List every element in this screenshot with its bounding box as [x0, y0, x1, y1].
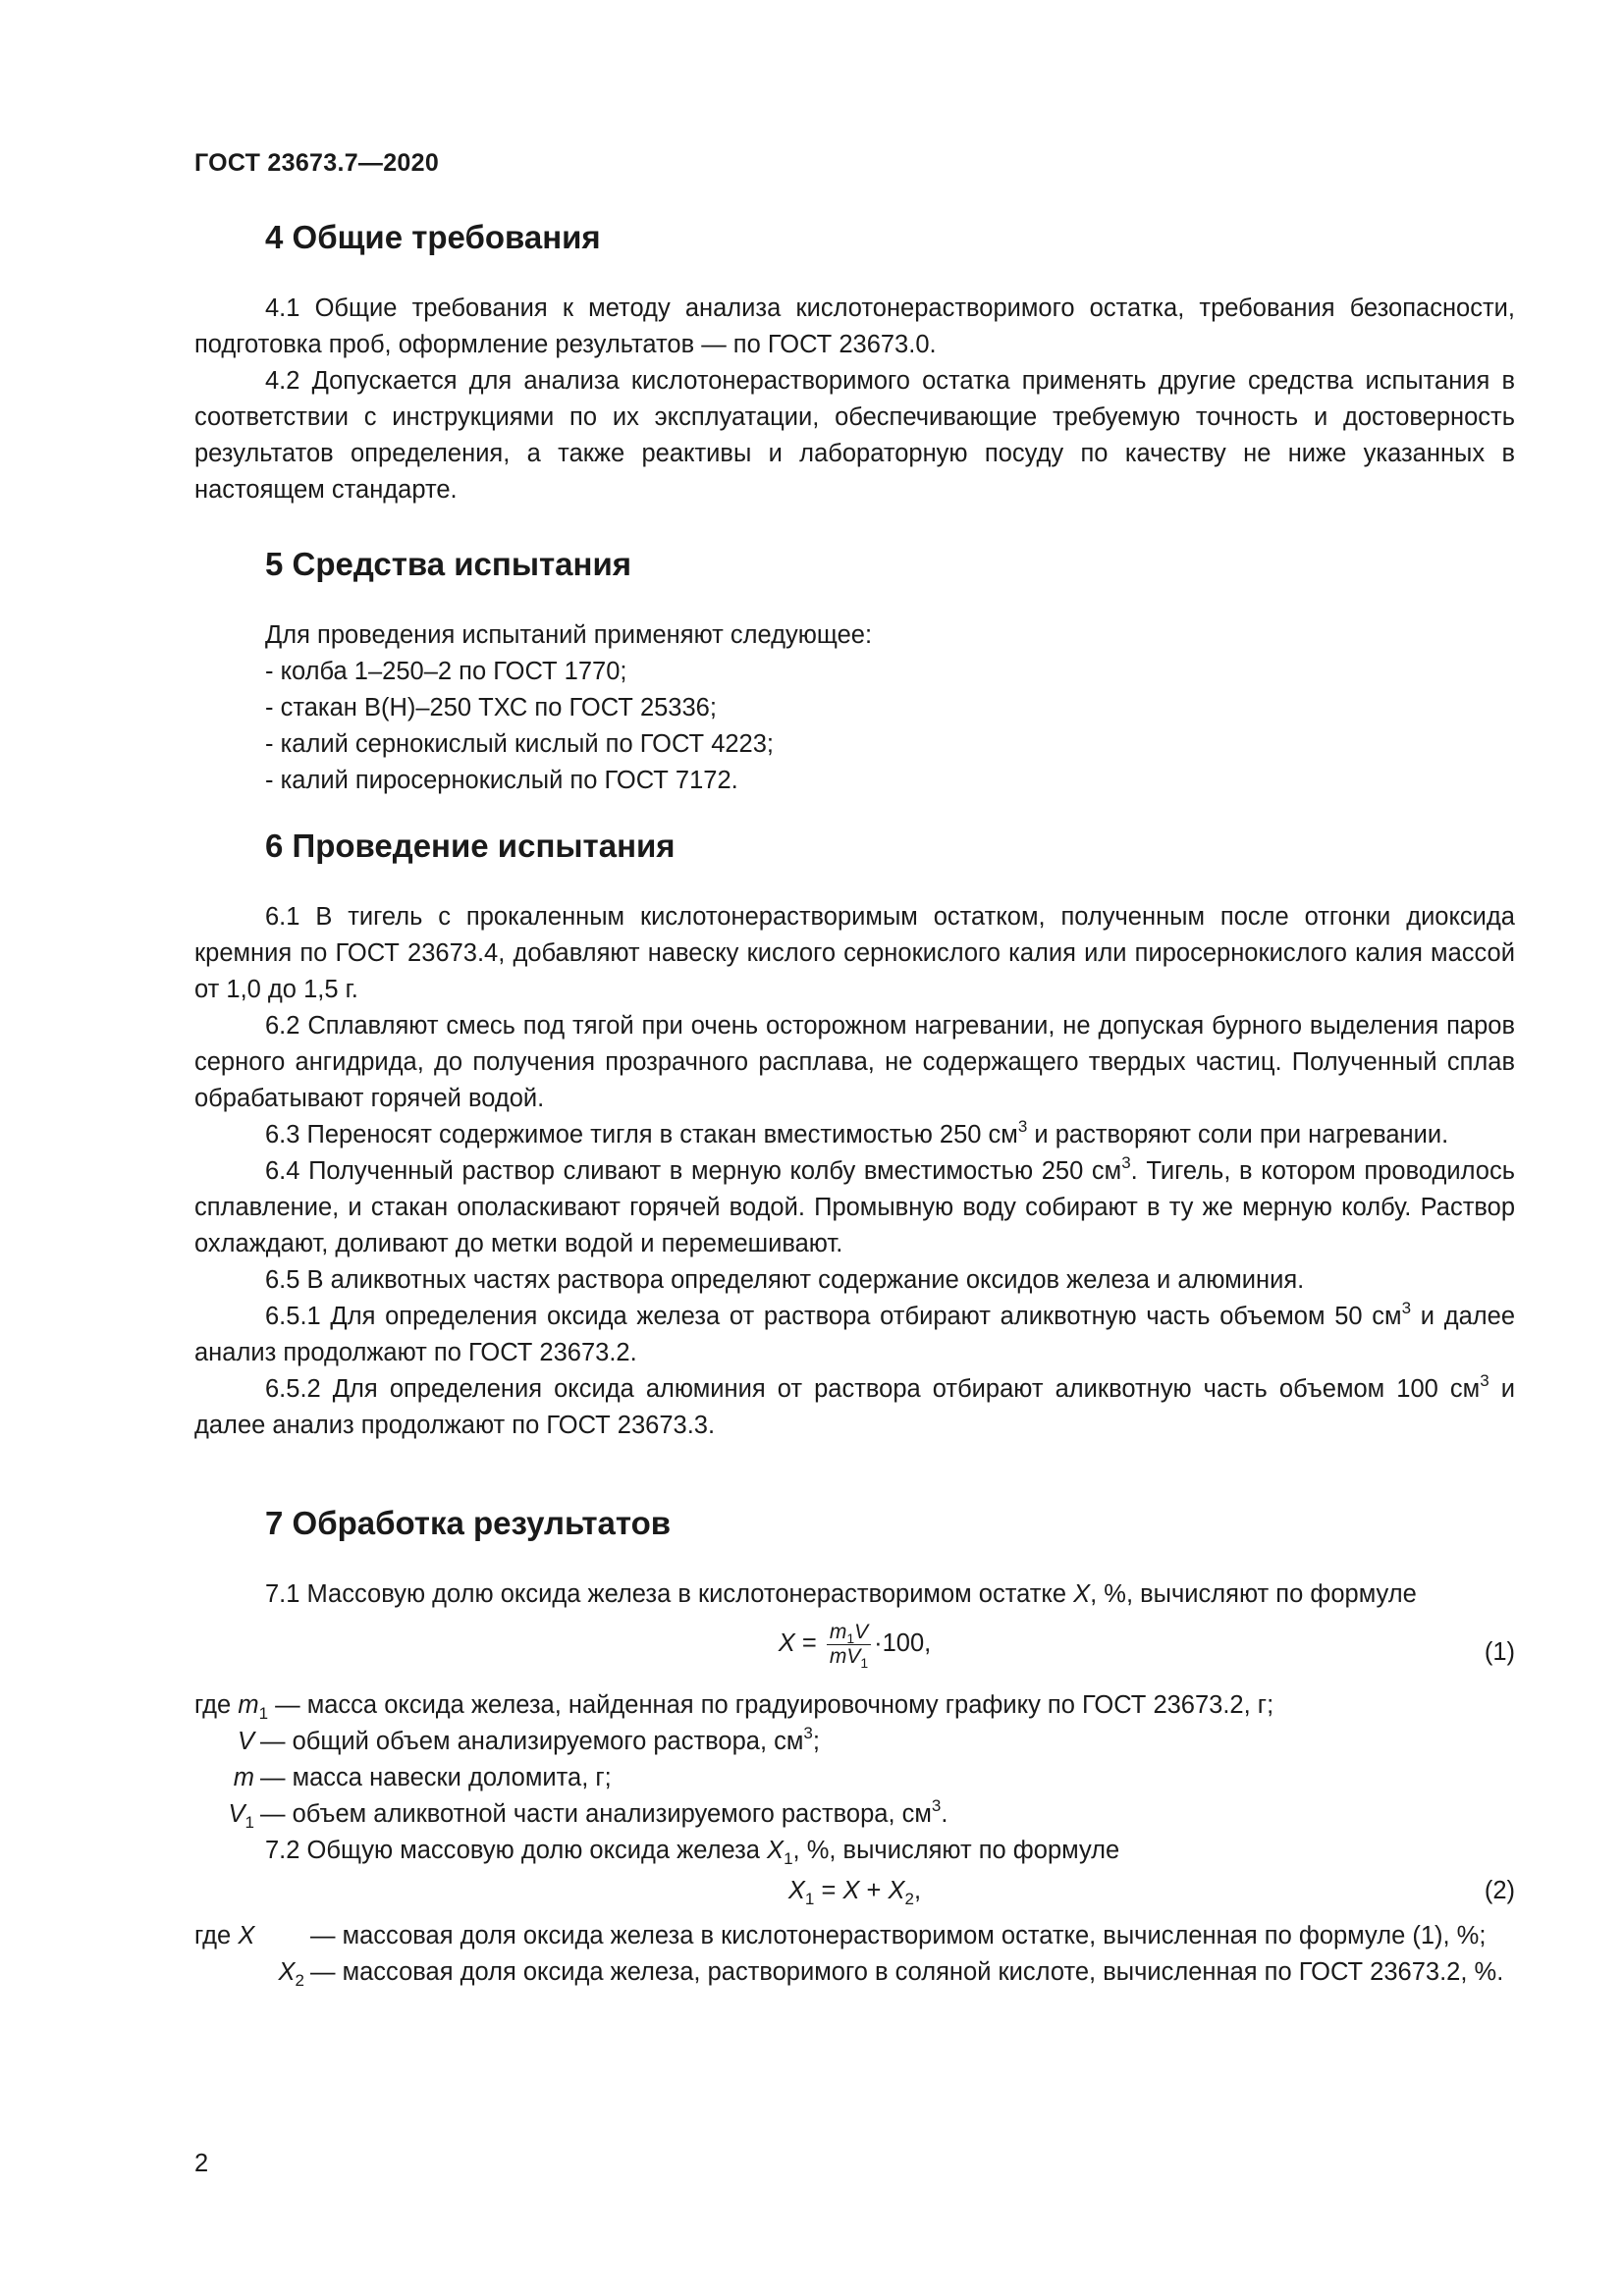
definition-row: m — масса навески доломита, г;	[233, 1764, 612, 1791]
definition-row: $V_1$ — объем аликвотной части анализируемого раствора, $см^3$.	[228, 1795, 948, 1833]
paragraph-6-5-1: 6.5.1 Для определения оксида железа от раствора отбирают аликвотную часть объемом 50 $см^3$ и далее анализ продолжают по ГОСТ 23673.2.	[194, 1298, 1516, 1366]
section-4	[194, 218, 1515, 508]
section-6-title: 6 Проведение испытания	[265, 828, 676, 864]
definition-row: $X_2$ — массовая доля оксида железа, растворимого в соляной кислоте, вычисленная по ГОСТ 23673.2, %.	[278, 1958, 1504, 1991]
definition-row: где X — массовая доля оксида железа в кислотонерастворимом остатке, вычисленная по формуле (1), %;	[194, 1922, 1487, 1949]
section-7-title: 7 Обработка результатов	[265, 1505, 672, 1541]
section-5	[194, 545, 1515, 799]
section-7	[194, 1504, 1515, 1991]
formula-2-definitions	[194, 1918, 1515, 1991]
paragraph-7-1: 7.1 Массовую долю оксида железа в кислотонерастворимом остатке X, %, вычисляют по формуле	[265, 1580, 1417, 1608]
section-4-title: 4 Общие требования	[265, 219, 601, 255]
definition-row: V — общий объем анализируемого раствора, $см^3$;	[237, 1723, 820, 1755]
paragraph-6-5: 6.5 В аликвотных частях раствора определяют содержание оксидов железа и алюминия.	[265, 1266, 1305, 1294]
paragraph-6-5-2: 6.5.2 Для определения оксида алюминия от раствора отбирают аликвотную часть объемом 100 $см^3$ и далее анализ продолжают по ГОСТ 23673.3.	[194, 1370, 1515, 1439]
paragraph-4-2: 4.2 Допускается для анализа кислотонерастворимого остатка применять другие средства испытания в соответствии с инструкциями по их эксплуатации, обеспечивающие требуемую точность и достоверность результатов определения, а также реактивы и лабораторную посуду по качеству не ниже указанных в настоящем стандарте.	[194, 367, 1515, 504]
paragraph-7-2: 7.2 Общую массовую долю оксида железа $X_1$, %, вычисляют по формуле	[265, 1837, 1120, 1869]
paragraph-6-1: 6.1 В тигель с прокаленным кислотонерастворимым остатком, полученным после отгонки диоксида кремния по ГОСТ 23673.4, добавляют навеску кислого сернокислого калия или пиросернокислого калия массой от 1,0 до 1,5 г.	[194, 903, 1515, 1003]
section-5-title: 5 Средства испытания	[265, 546, 632, 582]
list-item: - колба 1–250–2 по ГОСТ 1770;	[265, 658, 627, 685]
document-code: ГОСТ 23673.7—2020	[194, 149, 440, 177]
section-6	[194, 827, 1515, 1444]
list-item: - стакан В(Н)–250 ТХС по ГОСТ 25336;	[265, 694, 717, 721]
formula-2-number: (2)	[1484, 1877, 1515, 1904]
equipment-list	[194, 654, 1515, 799]
list-item: - калий сернокислый кислый по ГОСТ 4223;	[265, 730, 775, 758]
section-5-intro: Для проведения испытаний применяют следующее:	[265, 621, 873, 649]
paragraph-6-4: 6.4 Полученный раствор сливают в мерную колбу вместимостью 250 $см^3$. Тигель, в котором проводилось сплавление, и стакан ополаскивают горячей водой. Промывную воду собирают в ту же мерную колбу. Раствор охлаждают, доливают до метки водой и перемешивают.	[194, 1152, 1515, 1257]
formula-2: $X_1 = X + X_2$, (2)	[787, 1877, 1515, 1909]
formula-1-definitions	[194, 1687, 1515, 1833]
paragraph-4-1: 4.1 Общие требования к методу анализа кислотонерастворимого остатка, требования безопасности, подготовка проб, оформление результатов — по ГОСТ 23673.0.	[194, 294, 1515, 358]
formula-1-number: (1)	[1484, 1638, 1515, 1666]
paragraph-6-3: 6.3 Переносят содержимое тигля в стакан вместимостью 250 $см^3$ и растворяют соли при нагревании.	[265, 1116, 1449, 1148]
paragraph-6-2: 6.2 Сплавляют смесь под тягой при очень осторожном нагревании, не допуская бурного выделения паров серного ангидрида, до получения прозрачного расплава, не содержащего твердых частиц. Полученный сплав обрабатывают горячей водой.	[194, 1012, 1515, 1112]
definition-row: где $m_1$ — масса оксида железа, найденная по градуировочному графику по ГОСТ 23673.2, г;	[194, 1691, 1274, 1724]
page-number: 2	[194, 2150, 209, 2177]
formula-1: X = $\frac{m_1V}{mV_1}$ ·100, (1)	[778, 1621, 1515, 1672]
list-item: - калий пиросернокислый по ГОСТ 7172.	[265, 767, 738, 794]
